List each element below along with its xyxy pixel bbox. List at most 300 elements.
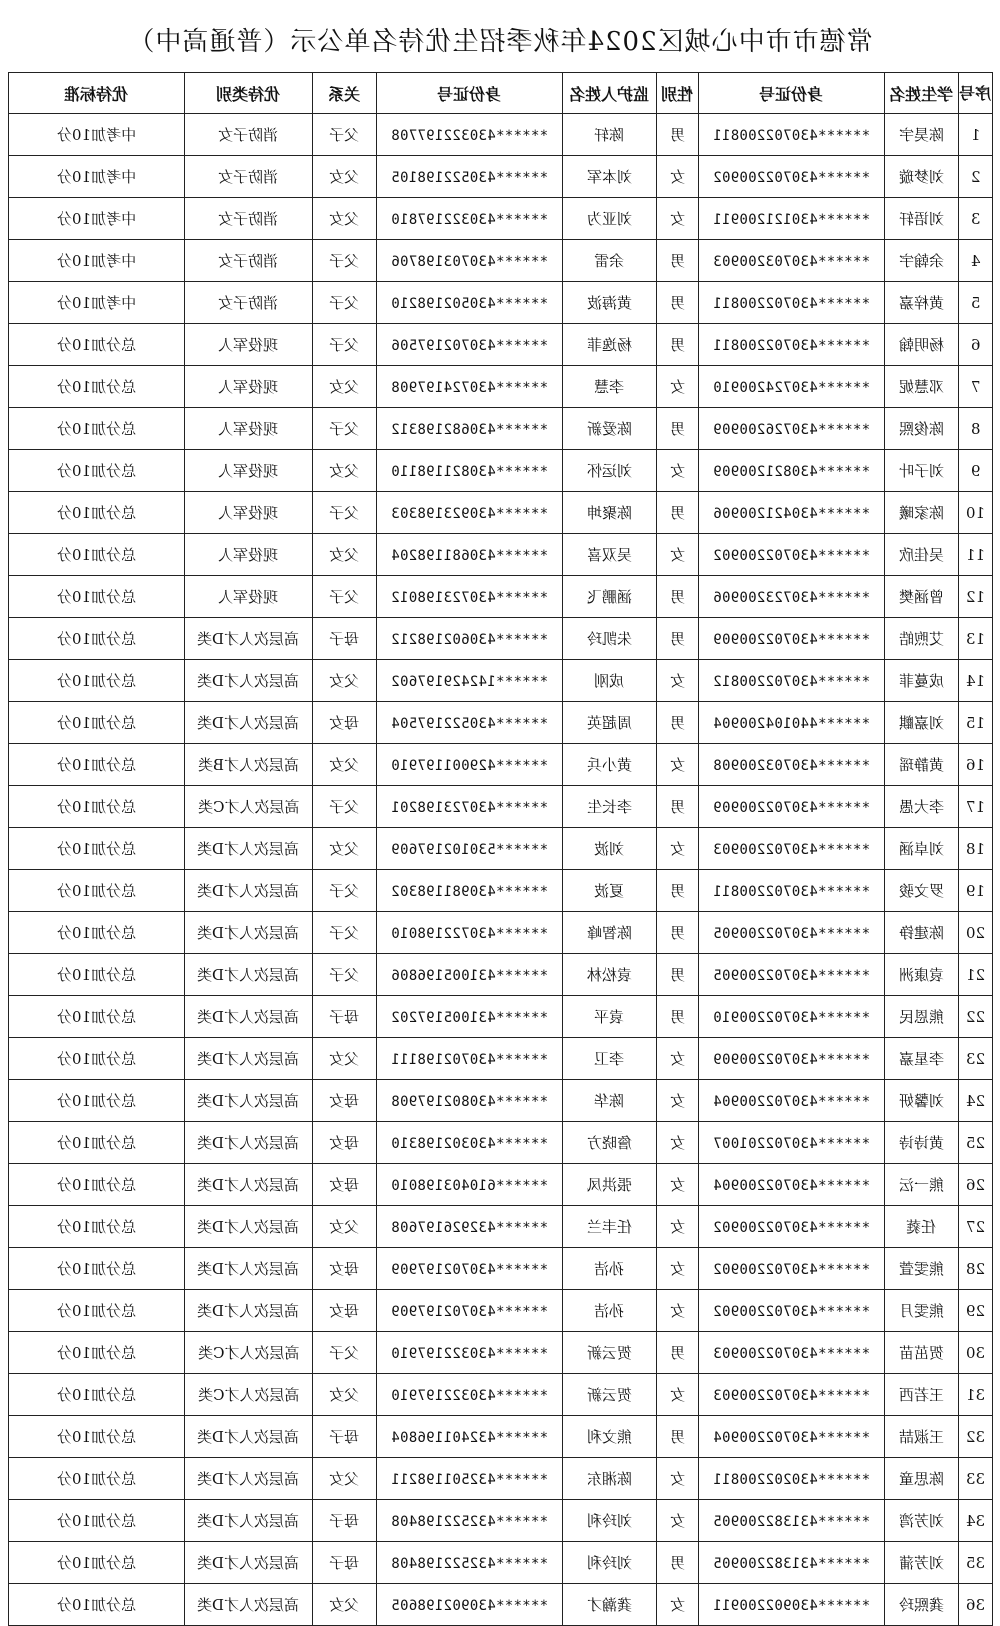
cell-text: 430702200811******	[712, 127, 871, 144]
cell-text: 母子	[329, 1008, 360, 1026]
cell-text: 430202200811******	[712, 1471, 871, 1488]
cell-text: 17	[965, 797, 986, 816]
cell-text: 23	[965, 1049, 986, 1068]
table-row	[9, 492, 993, 534]
cell-relationship	[313, 870, 377, 912]
cell-text: 周超英	[586, 714, 632, 732]
cell-text: 女	[669, 840, 685, 858]
cell-text: 430702200909******	[712, 1051, 871, 1068]
cell-guardian-name	[563, 534, 657, 576]
cell-guardian-id-number	[377, 1164, 563, 1206]
cell-student-name	[885, 1038, 959, 1080]
cell-text: 总分加10分	[56, 1596, 137, 1614]
cell-gender	[657, 114, 699, 156]
table-row	[9, 828, 993, 870]
cell-text: 父子	[329, 966, 360, 984]
cell-text: 母女	[329, 1260, 360, 1278]
cell-preference-standard	[9, 156, 185, 198]
cell-text: 熊雯萱	[898, 1260, 944, 1278]
cell-preference-category	[185, 408, 313, 450]
cell-text: 430722198010******	[390, 925, 549, 942]
cell-text: 任蕤	[906, 1218, 937, 1236]
cell-guardian-name	[563, 198, 657, 240]
cell-student-id-number	[699, 240, 885, 282]
cell-student-name	[885, 450, 959, 492]
cell-student-id-number	[699, 576, 885, 618]
cell-student-name	[885, 870, 959, 912]
cell-guardian-name	[563, 828, 657, 870]
table-row	[9, 1248, 993, 1290]
cell-text: 430702200811******	[712, 337, 871, 354]
cell-student-id-number	[699, 1458, 885, 1500]
cell-text: 母子	[329, 1512, 360, 1530]
cell-student-name	[885, 492, 959, 534]
cell-guardian-id-number	[377, 534, 563, 576]
cell-gender	[657, 660, 699, 702]
cell-guardian-id-number	[377, 198, 563, 240]
cell-text: 女	[669, 1092, 685, 1110]
table-row	[9, 786, 993, 828]
cell-gender	[657, 408, 699, 450]
cell-preference-standard	[9, 198, 185, 240]
cell-preference-category	[185, 1332, 313, 1374]
cell-student-id-number	[699, 660, 885, 702]
cell-preference-category	[185, 1164, 313, 1206]
cell-text: 35	[965, 1553, 986, 1572]
cell-text: 袁松林	[586, 966, 632, 984]
cell-text: 总分加10分	[56, 1092, 137, 1110]
cell-guardian-name	[563, 660, 657, 702]
cell-preference-standard	[9, 786, 185, 828]
cell-text: 龚熙玲	[898, 1596, 944, 1614]
cell-text: 4	[970, 251, 981, 270]
cell-text: 高层次人才D类	[197, 882, 300, 900]
cell-text: 陈爱新	[586, 420, 632, 438]
cell-row-number	[959, 366, 993, 408]
cell-text: 431005196806******	[390, 967, 549, 984]
cell-gender	[657, 744, 699, 786]
cell-relationship	[313, 786, 377, 828]
cell-text: 总分加10分	[56, 1260, 137, 1278]
cell-guardian-id-number	[377, 828, 563, 870]
table-row	[9, 1122, 993, 1164]
cell-text: 陈昊宇	[898, 126, 944, 144]
cell-text: 父子	[329, 924, 360, 942]
column-header-student-id-number	[699, 73, 885, 114]
cell-student-id-number	[699, 1248, 885, 1290]
cell-student-id-number	[699, 1542, 885, 1584]
cell-preference-standard	[9, 366, 185, 408]
cell-student-name	[885, 576, 959, 618]
cell-row-number	[959, 954, 993, 996]
cell-student-name	[885, 954, 959, 996]
cell-preference-standard	[9, 1164, 185, 1206]
cell-preference-category	[185, 450, 313, 492]
cell-text: 父子	[329, 504, 360, 522]
cell-text: 女	[669, 1260, 685, 1278]
table-body	[9, 114, 993, 1626]
cell-preference-category	[185, 240, 313, 282]
cell-text: 高层次人才D类	[197, 1428, 300, 1446]
cell-text: 刘亚为	[586, 210, 632, 228]
cell-relationship	[313, 282, 377, 324]
cell-student-id-number	[699, 870, 885, 912]
cell-text: 成刚	[594, 672, 625, 690]
cell-text: 2	[970, 167, 981, 186]
cell-preference-category	[185, 534, 313, 576]
cell-student-name	[885, 1374, 959, 1416]
cell-text: 16	[965, 755, 986, 774]
cell-text: 26	[965, 1175, 986, 1194]
cell-student-id-number	[699, 324, 885, 366]
cell-text: 32	[965, 1427, 986, 1446]
column-header-student-name	[885, 73, 959, 114]
cell-relationship	[313, 1038, 377, 1080]
cell-text: 430702200902******	[712, 169, 871, 186]
column-header-label: 身份证号	[759, 84, 824, 104]
cell-text: 总分加10分	[56, 1512, 137, 1530]
table-row	[9, 366, 993, 408]
cell-text: 总分加10分	[56, 630, 137, 648]
cell-text: 刘芳湾	[898, 1512, 944, 1530]
cell-text: 430723200906******	[712, 589, 871, 606]
cell-relationship	[313, 828, 377, 870]
cell-text: 总分加10分	[56, 798, 137, 816]
cell-text: 总分加10分	[56, 1344, 137, 1362]
cell-student-id-number	[699, 618, 885, 660]
cell-preference-standard	[9, 1374, 185, 1416]
cell-guardian-name	[563, 1332, 657, 1374]
cell-guardian-name	[563, 744, 657, 786]
cell-text: 母子	[329, 1554, 360, 1572]
cell-text: 27	[965, 1217, 986, 1236]
cell-relationship	[313, 240, 377, 282]
cell-text: 高层次人才D类	[197, 1092, 300, 1110]
cell-text: 女	[669, 1386, 685, 1404]
column-header-label: 身份证号	[437, 84, 502, 104]
cell-text: 父女	[329, 462, 360, 480]
cell-text: 142429197602******	[390, 673, 549, 690]
cell-gender	[657, 1458, 699, 1500]
cell-text: 高层次人才D类	[197, 1554, 300, 1572]
cell-text: 女	[669, 1134, 685, 1152]
table-row	[9, 198, 993, 240]
cell-text: 总分加10分	[56, 420, 137, 438]
cell-guardian-name	[563, 408, 657, 450]
cell-student-name	[885, 282, 959, 324]
cell-text: 430702200811******	[712, 295, 871, 312]
cell-text: 涵鹏飞	[586, 588, 632, 606]
cell-guardian-name	[563, 324, 657, 366]
cell-text: 張洪凤	[586, 1176, 632, 1194]
cell-preference-category	[185, 1374, 313, 1416]
cell-student-id-number	[699, 156, 885, 198]
cell-guardian-name	[563, 282, 657, 324]
cell-student-id-number	[699, 282, 885, 324]
cell-text: 刘子叶	[898, 462, 944, 480]
cell-relationship	[313, 1500, 377, 1542]
cell-text: 父女	[329, 1050, 360, 1068]
cell-gender	[657, 996, 699, 1038]
cell-text: 余翰宇	[898, 252, 944, 270]
cell-preference-standard	[9, 240, 185, 282]
cell-text: 吴双喜	[586, 546, 632, 564]
cell-text: 高层次人才D类	[197, 1470, 300, 1488]
cell-relationship	[313, 1458, 377, 1500]
cell-text: 430322197910******	[390, 1387, 549, 1404]
cell-text: 高层次人才D类	[197, 1176, 300, 1194]
cell-student-id-number	[699, 1500, 885, 1542]
cell-guardian-name	[563, 870, 657, 912]
cell-text: 7	[970, 377, 981, 396]
cell-text: 父女	[329, 546, 360, 564]
cell-row-number	[959, 1542, 993, 1584]
cell-text: 刘嘉麒	[898, 714, 944, 732]
table-row	[9, 870, 993, 912]
cell-text: 消防子女	[218, 126, 279, 144]
cell-text: 刘卓涵	[898, 840, 944, 858]
cell-preference-category	[185, 366, 313, 408]
cell-student-id-number	[699, 1038, 885, 1080]
cell-preference-category	[185, 282, 313, 324]
cell-text: 431382200905******	[712, 1555, 871, 1572]
cell-text: 13	[965, 629, 986, 648]
table-row	[9, 1542, 993, 1584]
cell-text: 现役军人	[218, 420, 279, 438]
cell-guardian-id-number	[377, 1290, 563, 1332]
cell-student-id-number	[699, 1206, 885, 1248]
cell-guardian-id-number	[377, 1416, 563, 1458]
cell-text: 432401196804******	[390, 1429, 549, 1446]
cell-text: 母女	[329, 1302, 360, 1320]
cell-student-name	[885, 660, 959, 702]
cell-text: 20	[965, 923, 986, 942]
cell-relationship	[313, 198, 377, 240]
cell-guardian-name	[563, 1584, 657, 1626]
cell-text: 夏波	[594, 882, 625, 900]
cell-preference-category	[185, 618, 313, 660]
cell-text: 总分加10分	[56, 462, 137, 480]
cell-student-name	[885, 240, 959, 282]
table-row	[9, 576, 993, 618]
cell-text: 刘梦璇	[898, 168, 944, 186]
cell-text: 李大愚	[898, 798, 944, 816]
cell-text: 陈俊熙	[898, 420, 944, 438]
cell-text: 430702200904******	[712, 1429, 871, 1446]
cell-student-name	[885, 114, 959, 156]
cell-text: 430702200910******	[712, 1009, 871, 1026]
cell-guardian-name	[563, 1164, 657, 1206]
cell-guardian-name	[563, 1038, 657, 1080]
cell-guardian-id-number	[377, 702, 563, 744]
cell-preference-category	[185, 1248, 313, 1290]
cell-text: 高层次人才D类	[197, 1302, 300, 1320]
cell-text: 父女	[329, 756, 360, 774]
cell-text: 432926197608******	[390, 1219, 549, 1236]
cell-text: 父女	[329, 1218, 360, 1236]
cell-student-name	[885, 534, 959, 576]
cell-text: 袁康洲	[898, 966, 944, 984]
cell-preference-category	[185, 1500, 313, 1542]
cell-gender	[657, 156, 699, 198]
cell-student-id-number	[699, 1080, 885, 1122]
cell-student-name	[885, 744, 959, 786]
cell-gender	[657, 1080, 699, 1122]
cell-text: 女	[669, 210, 685, 228]
cell-text: 女	[669, 672, 685, 690]
cell-text: 430602198212******	[390, 631, 549, 648]
cell-text: 王淑喆	[898, 1428, 944, 1446]
cell-text: 男	[669, 420, 685, 438]
cell-text: 31	[965, 1385, 986, 1404]
cell-preference-category	[185, 1416, 313, 1458]
cell-text: 成蔓菲	[898, 672, 944, 690]
roster-table-container	[8, 72, 992, 1612]
cell-guardian-id-number	[377, 1206, 563, 1248]
cell-gender	[657, 1164, 699, 1206]
cell-row-number	[959, 912, 993, 954]
column-header-preference-category	[185, 73, 313, 114]
cell-text: 熊文利	[586, 1428, 632, 1446]
cell-text: 父女	[329, 840, 360, 858]
cell-preference-category	[185, 1542, 313, 1584]
table-row	[9, 912, 993, 954]
cell-student-id-number	[699, 1332, 885, 1374]
cell-text: 女	[669, 462, 685, 480]
cell-text: 12	[965, 587, 986, 606]
cell-preference-category	[185, 492, 313, 534]
cell-guardian-id-number	[377, 1458, 563, 1500]
cell-text: 父子	[329, 588, 360, 606]
cell-text: 430802197908******	[390, 1093, 549, 1110]
cell-text: 总分加10分	[56, 1218, 137, 1236]
cell-text: 孙洁	[594, 1302, 625, 1320]
cell-row-number	[959, 492, 993, 534]
cell-relationship	[313, 912, 377, 954]
cell-text: 高层次人才C类	[197, 1386, 300, 1404]
cell-text: 432501198211******	[390, 1471, 549, 1488]
cell-text: 430522198105******	[390, 169, 549, 186]
cell-preference-standard	[9, 1332, 185, 1374]
cell-student-name	[885, 1458, 959, 1500]
cell-guardian-name	[563, 954, 657, 996]
cell-text: 女	[669, 1470, 685, 1488]
cell-text: 母子	[329, 1428, 360, 1446]
cell-text: 李长生	[586, 798, 632, 816]
cell-text: 高层次人才D类	[197, 672, 300, 690]
cell-text: 男	[669, 1008, 685, 1026]
cell-text: 431005197202******	[390, 1009, 549, 1026]
cell-text: 430724200910******	[712, 379, 871, 396]
cell-text: 440104200904******	[712, 715, 871, 732]
cell-text: 10	[965, 503, 986, 522]
cell-text: 父女	[329, 1386, 360, 1404]
cell-gender	[657, 1416, 699, 1458]
cell-gender	[657, 1500, 699, 1542]
cell-text: 李星嘉	[898, 1050, 944, 1068]
cell-text: 母子	[329, 630, 360, 648]
cell-student-name	[885, 828, 959, 870]
table-row	[9, 324, 993, 366]
cell-text: 男	[669, 630, 685, 648]
cell-preference-standard	[9, 324, 185, 366]
cell-text: 袁平	[594, 1008, 625, 1026]
cell-guardian-name	[563, 702, 657, 744]
cell-text: 父女	[329, 210, 360, 228]
cell-relationship	[313, 1416, 377, 1458]
cell-gender	[657, 576, 699, 618]
cell-student-name	[885, 1080, 959, 1122]
cell-row-number	[959, 324, 993, 366]
cell-text: 总分加10分	[56, 1428, 137, 1446]
cell-student-id-number	[699, 408, 885, 450]
cell-text: 孙洁	[594, 1260, 625, 1278]
column-header-label: 关系	[328, 84, 361, 104]
cell-preference-category	[185, 660, 313, 702]
cell-text: 25	[965, 1133, 986, 1152]
cell-student-id-number	[699, 198, 885, 240]
cell-preference-standard	[9, 870, 185, 912]
cell-relationship	[313, 450, 377, 492]
cell-preference-category	[185, 702, 313, 744]
cell-text: 艾煦皓	[898, 630, 944, 648]
cell-student-name	[885, 912, 959, 954]
cell-preference-standard	[9, 954, 185, 996]
cell-gender	[657, 1542, 699, 1584]
column-header-relationship	[313, 73, 377, 114]
cell-text: 总分加10分	[56, 840, 137, 858]
cell-text: 430322197708******	[390, 127, 549, 144]
cell-text: 430923198303******	[390, 505, 549, 522]
table-row	[9, 1080, 993, 1122]
cell-text: 430702200902******	[712, 1261, 871, 1278]
cell-row-number	[959, 240, 993, 282]
cell-relationship	[313, 1206, 377, 1248]
cell-text: 罗文骏	[898, 882, 944, 900]
cell-relationship	[313, 492, 377, 534]
cell-gender	[657, 786, 699, 828]
cell-preference-standard	[9, 1080, 185, 1122]
cell-text: 高层次人才D类	[197, 1596, 300, 1614]
cell-text: 高层次人才D类	[197, 966, 300, 984]
cell-text: 男	[669, 882, 685, 900]
cell-guardian-id-number	[377, 576, 563, 618]
cell-text: 父女	[329, 1596, 360, 1614]
document-title: 常德市市中心城区2024年秋季招生优待名单公示（普通高中）	[127, 27, 873, 57]
cell-preference-standard	[9, 450, 185, 492]
cell-guardian-id-number	[377, 450, 563, 492]
cell-text: 总分加10分	[56, 588, 137, 606]
cell-text: 总分加10分	[56, 924, 137, 942]
table-row	[9, 954, 993, 996]
cell-text: 430702200905******	[712, 967, 871, 984]
table-row	[9, 744, 993, 786]
cell-text: 21	[965, 965, 986, 984]
cell-student-name	[885, 1248, 959, 1290]
column-header-label: 优待类别	[216, 84, 281, 104]
cell-text: 430702201007******	[712, 1135, 871, 1152]
cell-text: 曾涵樊	[898, 588, 944, 606]
cell-text: 母女	[329, 714, 360, 732]
cell-student-name	[885, 366, 959, 408]
cell-student-id-number	[699, 786, 885, 828]
cell-gender	[657, 1290, 699, 1332]
cell-guardian-id-number	[377, 1038, 563, 1080]
cell-text: 女	[669, 756, 685, 774]
cell-text: 总分加10分	[56, 1134, 137, 1152]
cell-preference-category	[185, 912, 313, 954]
column-header-label: 序号	[959, 83, 992, 103]
